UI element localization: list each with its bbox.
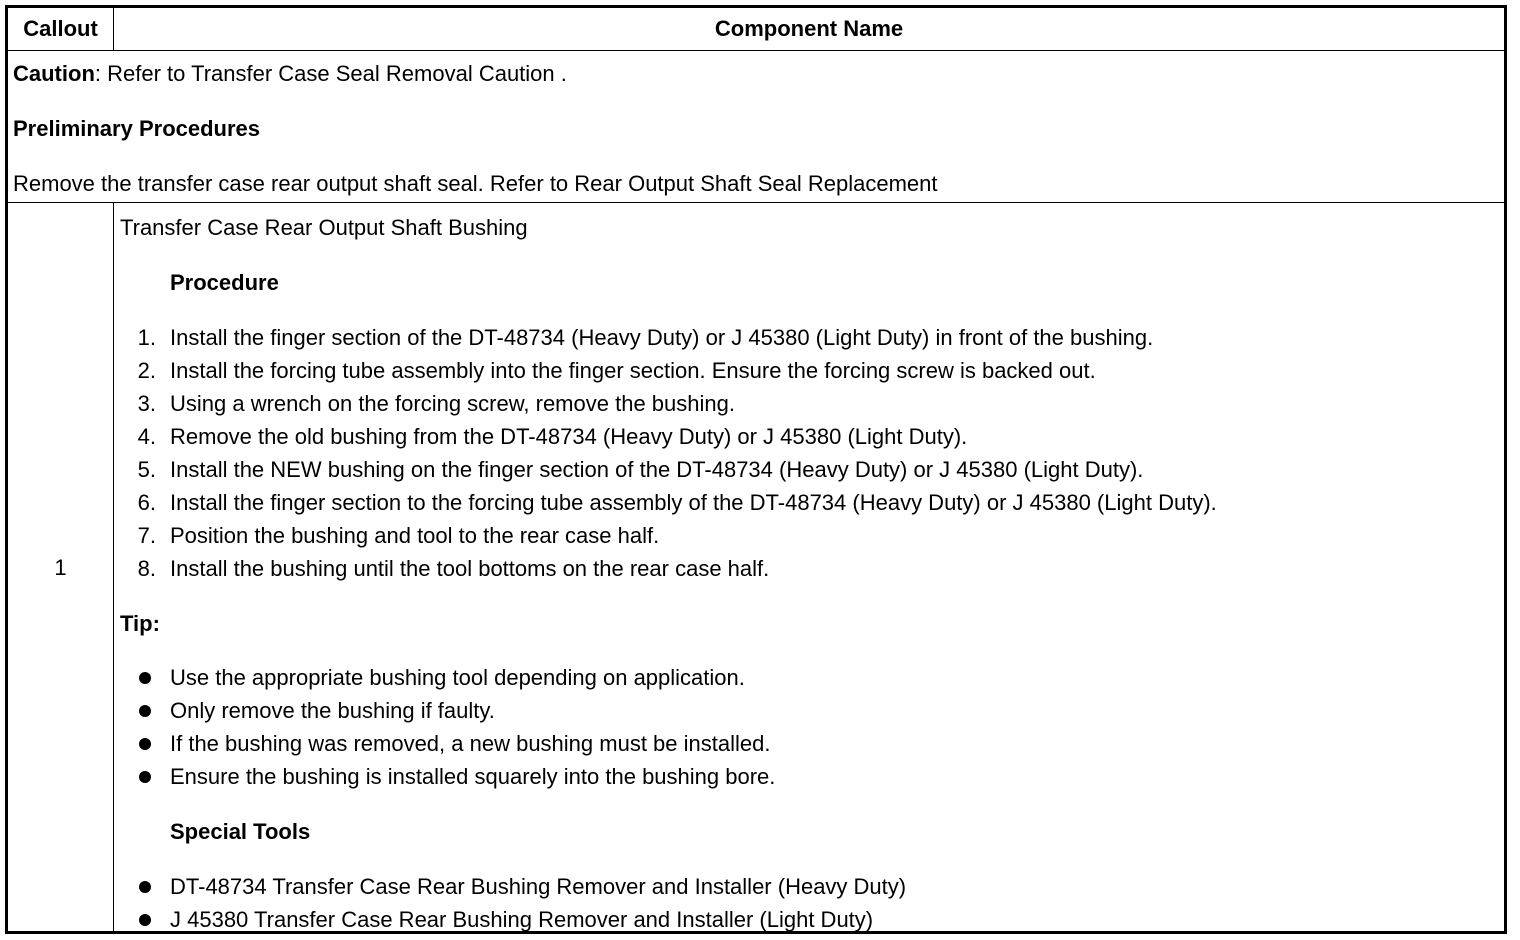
tool-text: DT-48734 Transfer Case Rear Bushing Remover and Installer (Heavy Duty): [170, 874, 907, 899]
step-number: 8.: [137, 556, 156, 581]
step-text: Install the finger section to the forcing tube assembly of the DT-48734 (Heavy Duty) or J 45380 (Light Duty).: [170, 490, 1217, 515]
step-number: 3.: [137, 391, 156, 416]
step-text: Remove the old bushing from the DT-48734 (Heavy Duty) or J 45380 (Light Duty).: [170, 424, 968, 449]
step-number: 6.: [137, 490, 156, 515]
step-number: 7.: [137, 523, 156, 548]
step-text: Using a wrench on the forcing screw, remove the bushing.: [170, 391, 735, 416]
step-text: Install the forcing tube assembly into the finger section. Ensure the forcing screw is backed out.: [170, 358, 1096, 383]
bullet-icon: [139, 738, 151, 750]
tip-heading: Tip:: [120, 611, 160, 636]
table-header: [8, 8, 1504, 51]
procedure-table: [5, 5, 1507, 934]
preliminary-text: Remove the transfer case rear output shaft seal. Refer to Rear Output Shaft Seal Replacement: [13, 171, 938, 196]
callout-number: 1: [54, 555, 67, 580]
row-component-cell: [114, 203, 1504, 931]
caution-text: : Refer to Transfer Case Seal Removal Caution .: [94, 61, 567, 86]
step-number: 4.: [137, 424, 156, 449]
step-text: Position the bushing and tool to the rear case half.: [170, 523, 660, 548]
step-number: 2.: [137, 358, 156, 383]
component-name: Transfer Case Rear Output Shaft Bushing: [120, 215, 528, 240]
table-row: [8, 203, 1504, 931]
component-name-column-header: Component Name: [714, 16, 904, 41]
bullet-icon: [139, 881, 151, 893]
step-text: Install the NEW bushing on the finger section of the DT-48734 (Heavy Duty) or J 45380 (Light Duty).: [170, 457, 1144, 482]
tip-text: Ensure the bushing is installed squarely into the bushing bore.: [170, 764, 776, 789]
row-callout-cell: [8, 203, 114, 931]
bullet-icon: [139, 771, 151, 783]
callout-column-header: Callout: [8, 8, 114, 50]
tool-text: J 45380 Transfer Case Rear Bushing Remover and Installer (Light Duty): [170, 907, 874, 932]
step-text: Install the finger section of the DT-48734 (Heavy Duty) or J 45380 (Light Duty) in front of the bushing.: [170, 325, 1154, 350]
tip-text: Only remove the bushing if faulty.: [170, 698, 495, 723]
step-number: 5.: [137, 457, 156, 482]
caution-line: [13, 61, 567, 87]
bullet-icon: [139, 705, 151, 717]
step-text: Install the bushing until the tool bottoms on the rear case half.: [170, 556, 770, 581]
bullet-icon: [139, 914, 151, 926]
bullet-icon: [139, 672, 151, 684]
special-tools-heading: Special Tools: [170, 819, 311, 844]
caution-label: Caution: [13, 61, 95, 86]
tip-text: If the bushing was removed, a new bushing must be installed.: [170, 731, 771, 756]
preliminary-heading: Preliminary Procedures: [13, 116, 261, 141]
procedure-heading: Procedure: [170, 270, 279, 295]
step-number: 1.: [137, 325, 156, 350]
intro-section: [8, 51, 1504, 203]
tip-text: Use the appropriate bushing tool depending on application.: [170, 665, 745, 690]
